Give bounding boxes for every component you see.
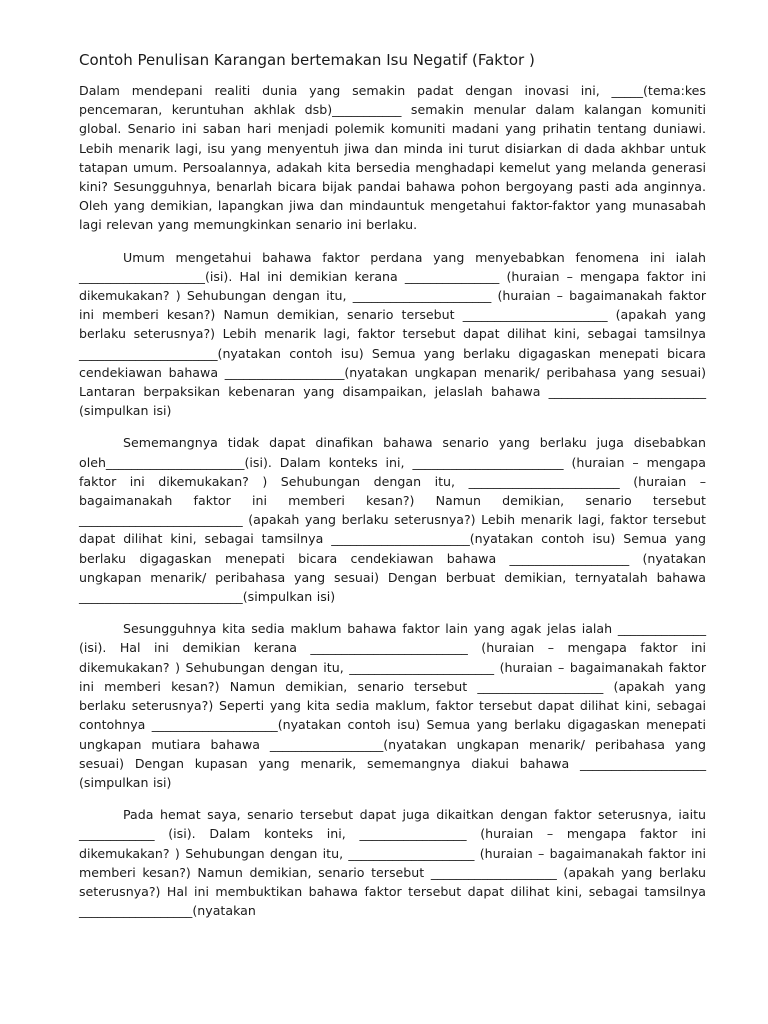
paragraph-factor-4: Pada hemat saya, senario tersebut dapat juga dikaitkan dengan faktor seterusnya, iaitu ____________ (isi). Dalam konteks ini, _________________ (huraian – mengapa faktor ini dikemukakan? ) Sehubungan dengan itu, ____________________ (huraian – bagaimanakah faktor ini memberi kesan?) Namun demikian, senario tersebut ____________________ (apakah yang berlaku seterusnya?) Hal ini membuktikan bahawa faktor tersebut dapat dilihat kini, sebagai tamsilnya __________________(nyatakan	[79, 807, 706, 919]
paragraph-introduction: Dalam mendepani realiti dunia yang semakin padat dengan inovasi ini, _____(tema:kes pencemaran, keruntuhan akhlak dsb)___________ semakin menular dalam kalangan komuniti global. Senario ini saban hari menjadi polemik komuniti madani yang prihatin tentang duniawi. Lebih menarik lagi, isu yang menyentuh jiwa dan minda ini turut disiarkan di dada akhbar untuk tatapan umum. Persoalannya, adakah kita bersedia menghadapi kemelut yang melanda generasi kini? Sesungguhnya, benarlah bicara bijak pandai bahawa pohon bergoyang pasti ada anginnya. Oleh yang demikian, lapangkan jiwa dan mindauntuk mengetahui faktor-faktor yang munasabah lagi relevan yang memungkinkan senario ini berlaku.	[79, 83, 706, 233]
paragraph-factor-3: Sesungguhnya kita sedia maklum bahawa faktor lain yang agak jelas ialah ______________ (isi). Hal ini demikian kerana _________________________ (huraian – mengapa faktor ini dikemukakan? ) Sehubungan dengan itu, _______________________ (huraian – bagaimanakah faktor ini memberi kesan?) Namun demikian, senario tersebut ____________________ (apakah yang berlaku seterusnya?) Seperti yang kita sedia maklum, faktor tersebut dapat dilihat kini, sebagai contohnya ____________________(nyatakan contoh isu) Semua yang berlaku digagaskan menepati ungkapan mutiara bahawa __________________(nyatakan ungkapan menarik/ peribahasa yang sesuai) Dengan kupasan yang menarik, sememangnya diakui bahawa ____________________ (simpulkan isi)	[79, 621, 706, 790]
paragraph-factor-1: Umum mengetahui bahawa faktor perdana yang menyebabkan fenomena ini ialah ____________________(isi). Hal ini demikian kerana _______________ (huraian – mengapa faktor ini dikemukakan? ) Sehubungan dengan itu, ______________________ (huraian – bagaimanakah faktor ini memberi kesan?) Namun demikian, senario tersebut _______________________ (apakah yang berlaku seterusnya?) Lebih menarik lagi, faktor tersebut dapat dilihat kini, sebagai tamsilnya ______________________(nyatakan contoh isu) Semua yang berlaku digagaskan menepati bicara cendekiawan bahawa ___________________(nyatakan ungkapan menarik/ peribahasa yang sesuai) Lantaran berpaksikan kebenaran yang disampaikan, jelaslah bahawa _________________________ (simpulkan isi)	[79, 249, 706, 419]
document-title: Contoh Penulisan Karangan bertemakan Isu Negatif (Faktor )	[79, 51, 535, 69]
document-page	[79, 50, 706, 933]
paragraph-factor-2: Sememangnya tidak dapat dinafikan bahawa senario yang berlaku juga disebabkan oleh______________________(isi). Dalam konteks ini, ________________________ (huraian – mengapa faktor ini dikemukakan? ) Sehubungan dengan itu, ________________________ (huraian – bagaimanakah faktor ini memberi kesan?) Namun demikian, senario tersebut __________________________ (apakah yang berlaku seterusnya?) Lebih menarik lagi, faktor tersebut dapat dilihat kini, sebagai tamsilnya ______________________(nyatakan contoh isu) Semua yang berlaku digagaskan menepati bicara cendekiawan bahawa ___________________ (nyatakan ungkapan menarik/ peribahasa yang sesuai) Dengan berbuat demikian, ternyatalah bahawa __________________________(simpulkan isi)	[79, 435, 706, 605]
